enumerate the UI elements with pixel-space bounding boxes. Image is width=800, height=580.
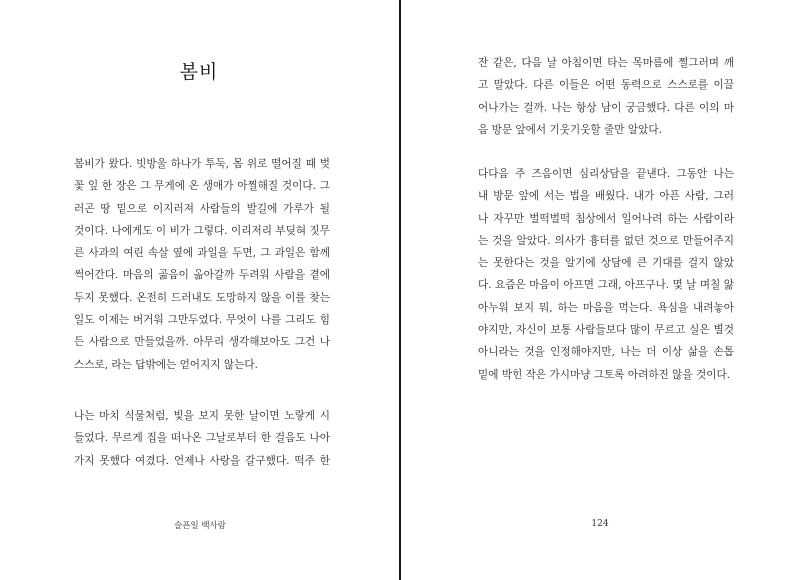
text-line: 잔 같은, 다음 날 아침이면 타는 목마름에 쩔그러며 깨 xyxy=(478,57,734,69)
text-line: 스스로, 라는 답밖에는 얻어지지 않는다. xyxy=(74,358,258,371)
text-line: 일도 이제는 버거워 그만두었다. 무엇이 나를 그리도 힘 xyxy=(74,314,330,327)
body-paragraph xyxy=(74,405,330,472)
text-line: 나 자꾸만 벌떡벌떡 침상에서 일어나려 하는 사람이라 xyxy=(478,212,734,225)
body-paragraph xyxy=(74,153,330,376)
text-line: 나는 마치 식물처럼, 빛을 보지 못한 날이면 노랗게 시 xyxy=(74,410,330,422)
text-line: 는 것을 알았다. 의사가 흉터를 없던 것으로 만들어주지 xyxy=(478,234,734,247)
text-line: 어나가는 걸까. 나는 항상 남이 궁금했다. 다른 이의 마 xyxy=(478,101,734,114)
text-line: 야지만, 자신이 보통 사람들보다 많이 무르고 실은 별것 xyxy=(478,324,734,337)
running-footer: 슬픈일 백사람 xyxy=(174,521,226,531)
page-number: 124 xyxy=(591,519,609,529)
text-line: 꽃 잎 한 장은 그 무게에 온 생애가 아찔해질 것이다. 그 xyxy=(74,180,330,193)
text-line: 밑에 박힌 작은 가시마냥 그토록 아려하진 않을 것이다. xyxy=(478,368,731,381)
text-line: 는 못한다는 것을 알기에 상담에 큰 기대를 걸지 않았 xyxy=(478,257,734,270)
chapter-title: 봄비 xyxy=(179,61,219,83)
text-line: 다. 요즘은 마음이 아프면 그래, 아프구나. 몇 날 며칠 앓 xyxy=(478,279,734,292)
text-line: 것이다. 나에게도 이 비가 그렇다. 이리저리 부딪혀 짓무 xyxy=(74,224,330,237)
text-line: 봄비가 왔다. 빗방울 하나가 투둑, 몸 위로 떨어질 때 벚 xyxy=(74,158,330,170)
text-line: 썩어간다. 마음의 곪음이 옮아갈까 두려워 사람을 곁에 xyxy=(74,269,330,282)
text-line: 가지 못했다 여겼다. 언제나 사랑을 갈구했다. 떡주 한 xyxy=(74,454,330,467)
text-line: 고 말았다. 다른 이들은 어떤 동력으로 스스로를 이끌 xyxy=(478,79,734,92)
text-line: 음 방문 앞에서 기웃기웃할 줄만 알았다. xyxy=(478,123,662,136)
text-line: 아니라는 것을 인정해야지만, 나는 더 이상 삶을 손톱 xyxy=(478,346,734,359)
text-line: 두지 못했다. 온전히 드러내도 도망하지 않을 이를 찾는 xyxy=(74,291,330,304)
text-line: 들었다. 무르게 집을 떠나온 그날로부터 한 걸음도 나아 xyxy=(74,432,330,445)
left-page xyxy=(0,0,398,580)
body-paragraph xyxy=(478,52,734,141)
text-line: 내 방문 앞에 서는 법을 배웠다. 내가 아픈 사람, 그러 xyxy=(478,190,734,203)
page-gutter xyxy=(399,0,401,580)
text-line: 아누워 보지 뭐, 하는 마음을 먹는다. 욕심을 내려놓아 xyxy=(478,301,734,314)
body-paragraph xyxy=(478,163,734,386)
text-line: 든 사람으로 만들었을까. 아무리 생각해보아도 그건 나 xyxy=(74,336,330,349)
text-line: 다다음 주 즈음이면 심리상담을 끝낸다. 그동안 나는 xyxy=(478,168,734,180)
text-line: 른 사과의 여린 속살 옆에 과일을 두면, 그 과일은 함께 xyxy=(74,247,330,260)
text-line: 러곤 땅 밑으로 이지러져 사람들의 발길에 가루가 될 xyxy=(74,202,330,215)
